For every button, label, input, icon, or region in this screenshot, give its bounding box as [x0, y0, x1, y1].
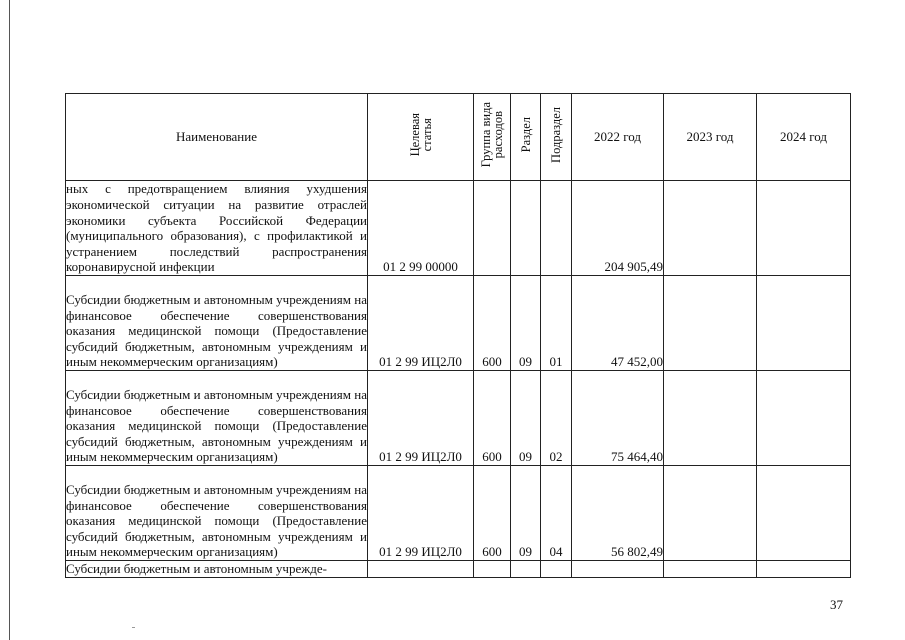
header-subsection: Подраздел [541, 94, 572, 181]
budget-table [65, 93, 851, 578]
row-subsection: 02 [541, 371, 572, 466]
row-2024 [757, 181, 851, 276]
row-group [474, 561, 511, 578]
row-2024 [757, 276, 851, 371]
table-row [66, 466, 851, 561]
header-expense-group: Группа вида расходов [474, 94, 511, 181]
row-group: 600 [474, 276, 511, 371]
row-2023 [664, 181, 757, 276]
row-group: 600 [474, 466, 511, 561]
row-subsection: 01 [541, 276, 572, 371]
row-section [511, 181, 541, 276]
header-year-2023: 2023 год [664, 94, 757, 181]
row-2023 [664, 371, 757, 466]
row-section [511, 561, 541, 578]
table-header-row [66, 94, 851, 181]
row-2024 [757, 561, 851, 578]
row-2023 [664, 276, 757, 371]
row-name: Субсидии бюджетным и автономным учрежде- [66, 561, 368, 578]
row-2022: 75 464,40 [572, 371, 664, 466]
row-section: 09 [511, 466, 541, 561]
header-year-2022: 2022 год [572, 94, 664, 181]
row-2022: 204 905,49 [572, 181, 664, 276]
row-2023 [664, 466, 757, 561]
row-2022 [572, 561, 664, 578]
row-group [474, 181, 511, 276]
row-2022: 47 452,00 [572, 276, 664, 371]
page-edge-line [9, 0, 10, 640]
row-subsection: 04 [541, 466, 572, 561]
row-subsection [541, 181, 572, 276]
row-target: 01 2 99 ИЦ2Л0 [368, 466, 474, 561]
row-subsection [541, 561, 572, 578]
row-name: ных с предотвращением влияния ухудшения экономической ситуации на развитие отраслей экономики субъекта Российской Федерации (муниципального образования), с профилактикой и устранением последствий распространения коронавирусной инфекции [66, 181, 367, 275]
table-row [66, 276, 851, 371]
row-name: Субсидии бюджетным и автономным учреждениям на финансовое обеспечение совершенствования оказания медицинской помощи (Предоставление субсидий бюджетным, автономным учреждениям и иным некоммерческим организациям) [66, 466, 368, 561]
table-row [66, 561, 851, 578]
table-row [66, 181, 851, 276]
page-number: 37 [830, 597, 843, 612]
row-2023 [664, 561, 757, 578]
header-year-2024: 2024 год [757, 94, 851, 181]
row-section: 09 [511, 276, 541, 371]
header-target-article: Целевая статья [368, 94, 474, 181]
table-row [66, 371, 851, 466]
row-target: 01 2 99 00000 [368, 181, 474, 276]
row-2022: 56 802,49 [572, 466, 664, 561]
row-target: 01 2 99 ИЦ2Л0 [368, 371, 474, 466]
row-name: Субсидии бюджетным и автономным учреждениям на финансовое обеспечение совершенствования оказания медицинской помощи (Предоставление субсидий бюджетным, автономным учреждениям и иным некоммерческим организациям) [66, 276, 368, 371]
header-name: Наименование [66, 94, 368, 181]
scan-speck [132, 627, 135, 628]
row-2024 [757, 466, 851, 561]
row-target [368, 561, 474, 578]
row-section: 09 [511, 371, 541, 466]
row-2024 [757, 371, 851, 466]
row-name: Субсидии бюджетным и автономным учреждениям на финансовое обеспечение совершенствования оказания медицинской помощи (Предоставление субсидий бюджетным, автономным учреждениям и иным некоммерческим организациям) [66, 371, 368, 466]
row-group: 600 [474, 371, 511, 466]
row-target: 01 2 99 ИЦ2Л0 [368, 276, 474, 371]
header-section: Раздел [511, 94, 541, 181]
